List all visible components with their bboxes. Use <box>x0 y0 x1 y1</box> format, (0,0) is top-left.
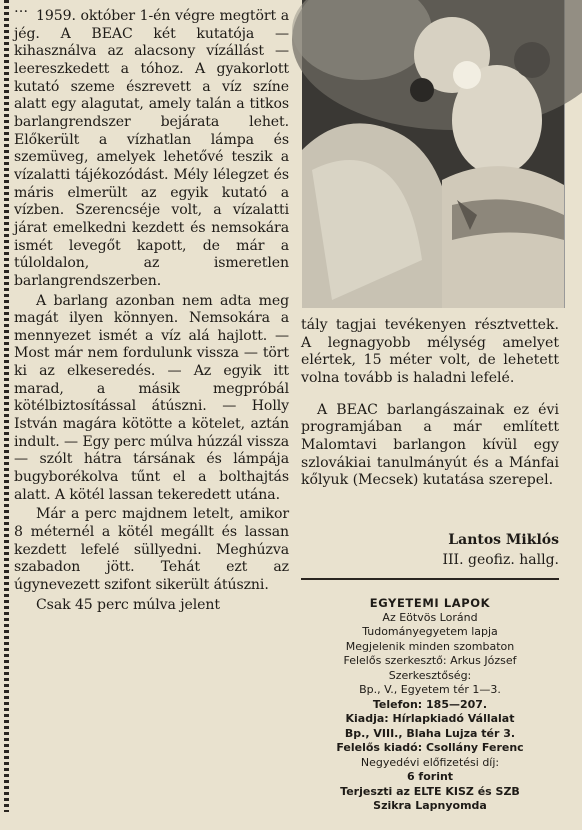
article-continuation: tály tagjai tevékenyen résztvettek. A legnagyobb mélység amelyet elértek, 15 méter volt, de lehetett volna tovább is haladni lefelé. <box>301 317 559 386</box>
masthead-line: Tudományegyetem lapja <box>362 625 498 638</box>
masthead-line: Szerkesztőség: <box>388 668 472 682</box>
masthead-line: Negyedévi előfizetési díj: <box>360 755 500 769</box>
author-name: Lantos Miklós <box>448 532 559 548</box>
masthead-line: Szikra Lapnyomda <box>373 799 487 812</box>
article-paragraph-4: Csak 45 perc múlva jelent <box>36 596 220 613</box>
masthead-divider <box>301 578 559 580</box>
masthead-line: Telefon: 185—207. <box>372 697 488 711</box>
masthead-line: Felelős szerkesztő: Arkus József <box>343 654 517 667</box>
article-paragraph-1: 1959. október 1-én végre megtört a jég. A BEAC két kutatója — kihasználva az alacsony vízállást — leereszkedett a tóhoz. A gyakorlott kutató szeme észrevett a víz színe alatt egy alagutat, amely talán a titkos barlangrendszer bejárata lehet. Előkerült a vízhatlan lámpa és szemüveg, amelyek lehetővé teszik a vízalatti tájékozódást. Mély lélegzet és máris elmerült az egyik kutató a vízben. Szerencséje volt, a vízalatti járat emelkedni kezdett és nemsokára ismét levegőt kapott, de már a túloldalon, az ismeretlen barlangrendszerben. <box>14 8 289 289</box>
article-top-fragment: … <box>14 0 28 16</box>
article-paragraph-3: Már a perc majdnem letelt, amikor 8 méternél a kötél megállt és lassan kezdett lefelé süllyedni. Meghúzva szabadon jött. Tehát ezt az úgynevezett szifont sikerült átúszni. <box>14 506 289 593</box>
article-right-column <box>301 317 559 490</box>
masthead-line: Bp., VIII., Blaha Lujza tér 3. <box>344 726 516 740</box>
article-paragraph-2: A barlang azonban nem adta meg magát ilyen könnyen. Nemsokára a mennyezet ismét a víz alá hajlott. — Most már nem fordulunk vissza — tört ki az elkeseredés. — Az egyik itt marad, a másik megpróbál kötélbiztosítással átúszni. — Holly István magára kötötte a kötelet, aztán indult. — Egy perc múlva húzzál vissza — szólt hátra társának és lámpája bugyborékolva tűnt el a bolthajtás alatt. A kötél lassan tekeredett utána. <box>14 292 289 503</box>
masthead-title: EGYETEMI LAPOK <box>369 596 491 610</box>
masthead-line: Felelős kiadó: Csollány Ferenc <box>336 741 524 754</box>
cave-explorers-photo <box>302 0 565 308</box>
column-dotted-rule <box>4 0 9 812</box>
masthead-line: Bp., V., Egyetem tér 1—3. <box>359 683 501 696</box>
author-role: III. geofiz. hallg. <box>442 552 559 568</box>
masthead-line: Terjeszti az ELTE KISZ és SZB <box>340 784 520 798</box>
masthead-line: Az Eötvös Loránd <box>382 610 478 624</box>
masthead-line: 6 forint <box>406 770 454 783</box>
masthead-line: Kiadja: Hírlapkiadó Vállalat <box>345 712 515 725</box>
photo-illustration-icon <box>302 0 564 308</box>
article-closing-paragraph: A BEAC barlangászainak ez évi programjában a már említett Malomtavi barlangon kívül egy szlovákiai tanulmányút és a Mánfai kőlyuk (Mecsek) kutatása szerepel. <box>301 401 559 489</box>
article-left-column <box>14 0 289 614</box>
masthead-line: Megjelenik minden szombaton <box>345 639 515 653</box>
masthead-box <box>301 596 559 814</box>
